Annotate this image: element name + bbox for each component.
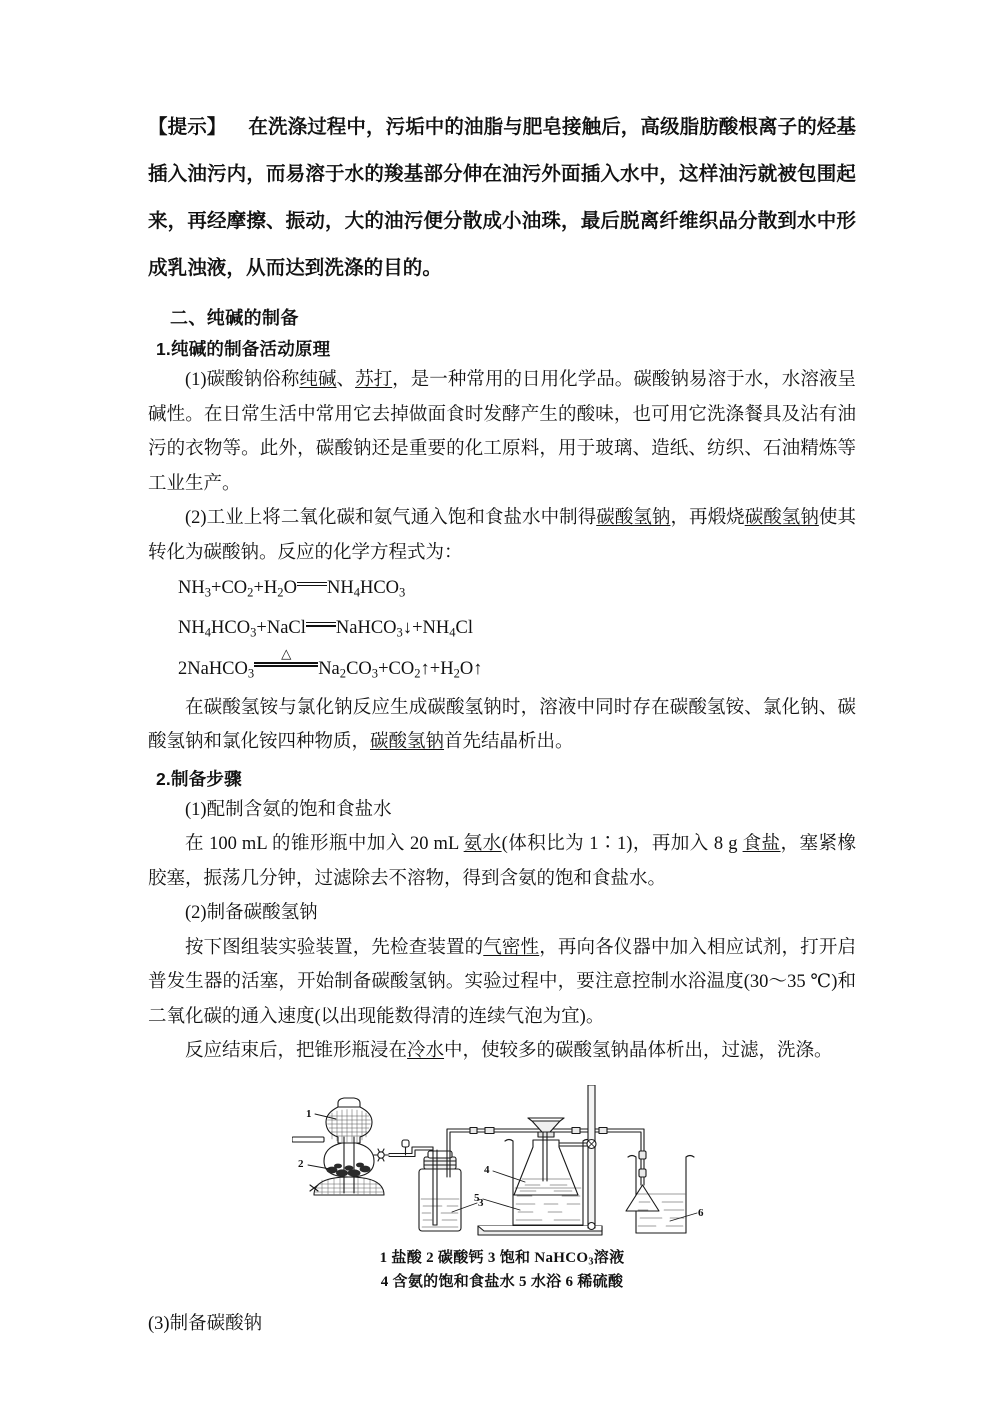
flask-neck-collar — [292, 1137, 324, 1142]
callout-leader-3 — [452, 1203, 477, 1212]
wash-bottle-body — [419, 1169, 461, 1231]
step1-rest: ，塞紧橡胶塞，振荡几分钟，过滤除去不溶物，得到含氨的饱和食盐水。 — [148, 834, 856, 889]
equation-1-left: $NH_3+CO_2+H_2O$ — [178, 578, 297, 600]
callout-label-5: 5 — [474, 1191, 480, 1204]
equation-2-left: $NH_4HCO_3+NaCl$ — [178, 618, 306, 640]
item1-prefix: (1)碳酸钠俗称 — [185, 370, 300, 390]
figure-caption-line-1 — [380, 1248, 625, 1273]
equation-2 — [148, 610, 856, 650]
kipp-upper-bulb — [326, 1107, 372, 1143]
water-bath-liquid — [515, 1188, 581, 1220]
figure-caption-line-1-tail: 溶液 — [593, 1249, 625, 1266]
item1-underline-b: 苏打 — [355, 370, 393, 390]
item3-underline-a: 碳酸氢钠 — [370, 732, 445, 753]
step-1-body — [148, 827, 856, 896]
step-2-body — [148, 931, 856, 1035]
item2-prefix: (2)工业上将二氧化碳和氨气通入饱和食盐水中制得 — [185, 508, 597, 528]
step-2-title: (2)制备碳酸氢钠 — [185, 903, 318, 924]
callout-label-6: 6 — [698, 1206, 704, 1219]
callout-label-4: 4 — [484, 1163, 490, 1176]
item1-mid: 、 — [336, 370, 356, 390]
tip-text: 在洗涤过程中，污垢中的油脂与肥皂接触后，高级脂肪酸根离子的烃基插入油污内，而易溶于水的羧基部分伸在油污外面插入水中，这样油污就被包围起来，再经摩擦、振动，大的油污便分散成小油珠，最后脱离纤维织品分散到水中形成乳浊液，从而达到洗涤的目的。 — [148, 117, 857, 279]
tube-clamp-c — [572, 1127, 580, 1133]
wash-bottle-collar — [428, 1151, 452, 1158]
item2-underline-b: 碳酸氢钠 — [744, 508, 819, 528]
item1-underline-a: 纯碱 — [299, 370, 337, 390]
tube-clamp-d — [599, 1127, 607, 1133]
page-content — [148, 104, 856, 1341]
heat-condition-symbol: △ — [281, 645, 292, 661]
kipp-lower-bowl — [314, 1177, 384, 1195]
paragraph-item-1 — [148, 363, 856, 501]
item3-prefix: 在碳酸氢铵与氯化钠反应生成碳酸氢钠时，溶液中同时存在碳酸氢铵、氯化钠、碳酸氢钠和氯化铵四种物质， — [148, 697, 856, 753]
tube-valve-knob — [402, 1140, 409, 1147]
callout-leader-5 — [483, 1199, 520, 1210]
step1-prefix: 在 100 mL 的锥形瓶中加入 20 mL — [185, 834, 464, 855]
item2-rest: 使其转化为碳酸钠。反应的化学方程式为： — [148, 508, 856, 563]
stopcock-valve-1 — [378, 1152, 384, 1158]
flask-stopper — [538, 1132, 554, 1137]
equals-double-bond-2 — [306, 615, 336, 634]
subsection-2-heading: 2.制备步骤 — [156, 768, 242, 789]
callout-leader-6 — [670, 1213, 697, 1221]
tip-block — [148, 104, 856, 292]
item1-rest: ，是一种常用的日用化学品。碳酸钠易溶于水，水溶液呈碱性。在日常生活中常用它去掉做面食时发酵产生的酸味，也可用它洗涤餐具及沾有油污的衣物等。此外，碳酸钠还是重要的化工原料，用于玻璃、造纸、纺织、石油精炼等工业生产。 — [148, 370, 856, 494]
tube-clamp-e — [639, 1151, 646, 1159]
section-heading: 二、纯碱的制备 — [170, 308, 299, 328]
figure-caption-sub: 3 — [588, 1256, 594, 1268]
step1-underline-a: 氨水 — [463, 834, 502, 855]
figure-caption — [380, 1248, 625, 1294]
equation-3-right: $Na_2CO_3+CO_2↑+H_2O↑$ — [318, 658, 483, 680]
step-3-title: (3)制备碳酸钠 — [148, 1314, 263, 1335]
tube-clamp-f — [639, 1169, 646, 1177]
subsection-1-heading: 1.纯碱的制备活动原理 — [156, 339, 331, 359]
tube-clamp-a — [470, 1127, 477, 1133]
callout-label-2: 2 — [298, 1157, 304, 1170]
apparatus-figure — [148, 1085, 856, 1294]
step1-mid: (体积比为 1∶1)，再加入 8 g — [501, 834, 743, 855]
tip-label: 【提示】 — [148, 117, 227, 138]
figure-caption-line-2: 4 含氨的饱和食盐水 5 水浴 6 稀硫酸 — [380, 1274, 624, 1291]
step2-underline-a: 气密性 — [483, 937, 540, 958]
equation-1 — [148, 570, 856, 610]
paragraph-item-3 — [148, 691, 856, 760]
equation-3-left: 2NaHCO$_3$ — [178, 658, 255, 680]
kipp-acid-fill — [328, 1109, 371, 1142]
equation-2-right: $NaHCO_3↓+NH_4Cl$ — [335, 618, 474, 640]
conical-flask — [514, 1140, 578, 1195]
tube-clamp-b — [485, 1127, 494, 1133]
kipp-top-neck — [338, 1098, 360, 1107]
item2-underline-a: 碳酸氢钠 — [596, 508, 671, 528]
inverted-funnel — [626, 1185, 659, 1211]
callout-leader-1 — [315, 1114, 336, 1119]
step2b-prefix: 反应结束后，把锥形瓶浸在 — [185, 1041, 408, 1062]
callout-leader-2 — [308, 1165, 330, 1169]
apparatus-diagram-svg — [292, 1085, 712, 1250]
equation-3 — [148, 645, 856, 691]
step2b-rest: 中，使较多的碳酸氢钠晶体析出，过滤，洗涤。 — [444, 1041, 833, 1062]
stand-vertical-rod — [588, 1085, 595, 1228]
callout-label-1: 1 — [306, 1107, 312, 1120]
wash-bottle-liquid — [421, 1199, 459, 1227]
step-2-body-2 — [148, 1034, 856, 1069]
item3-rest: 首先结晶析出。 — [444, 732, 574, 753]
callout-leader-4 — [493, 1171, 525, 1182]
step1-underline-b: 食盐 — [742, 834, 781, 855]
item2-mid: ，再煅烧 — [670, 508, 745, 528]
flask-funnel — [532, 1121, 560, 1132]
stand-base-boss — [588, 1222, 595, 1229]
step2b-underline-a: 冷水 — [407, 1041, 445, 1062]
paragraph-item-2 — [148, 501, 856, 570]
callout-label-3: 3 — [478, 1196, 484, 1209]
equals-double-bond-3-with-heat — [254, 645, 318, 674]
wash-bottle-stopper — [424, 1157, 456, 1169]
step2-prefix: 按下图组装实验装置，先检查装置的 — [185, 937, 484, 958]
equation-1-right: $NH_4HCO_3$ — [326, 578, 406, 600]
figure-caption-line-1-head: 1 盐酸 2 碳酸钙 3 饱和 NaHCO — [379, 1249, 589, 1266]
step2-rest: ，再向各仪器中加入相应试剂，打开启普发生器的活塞，开始制备碳酸氢钠。实验过程中，要注意控制水浴温度(30～35 ℃)和二氧化碳的通入速度(以出现能数得清的连续气泡为宜)。 — [148, 937, 856, 1027]
flask-liquid — [520, 1179, 572, 1191]
step-1-title: (1)配制含氨的饱和食盐水 — [185, 799, 392, 820]
equals-double-bond-1 — [297, 575, 327, 594]
